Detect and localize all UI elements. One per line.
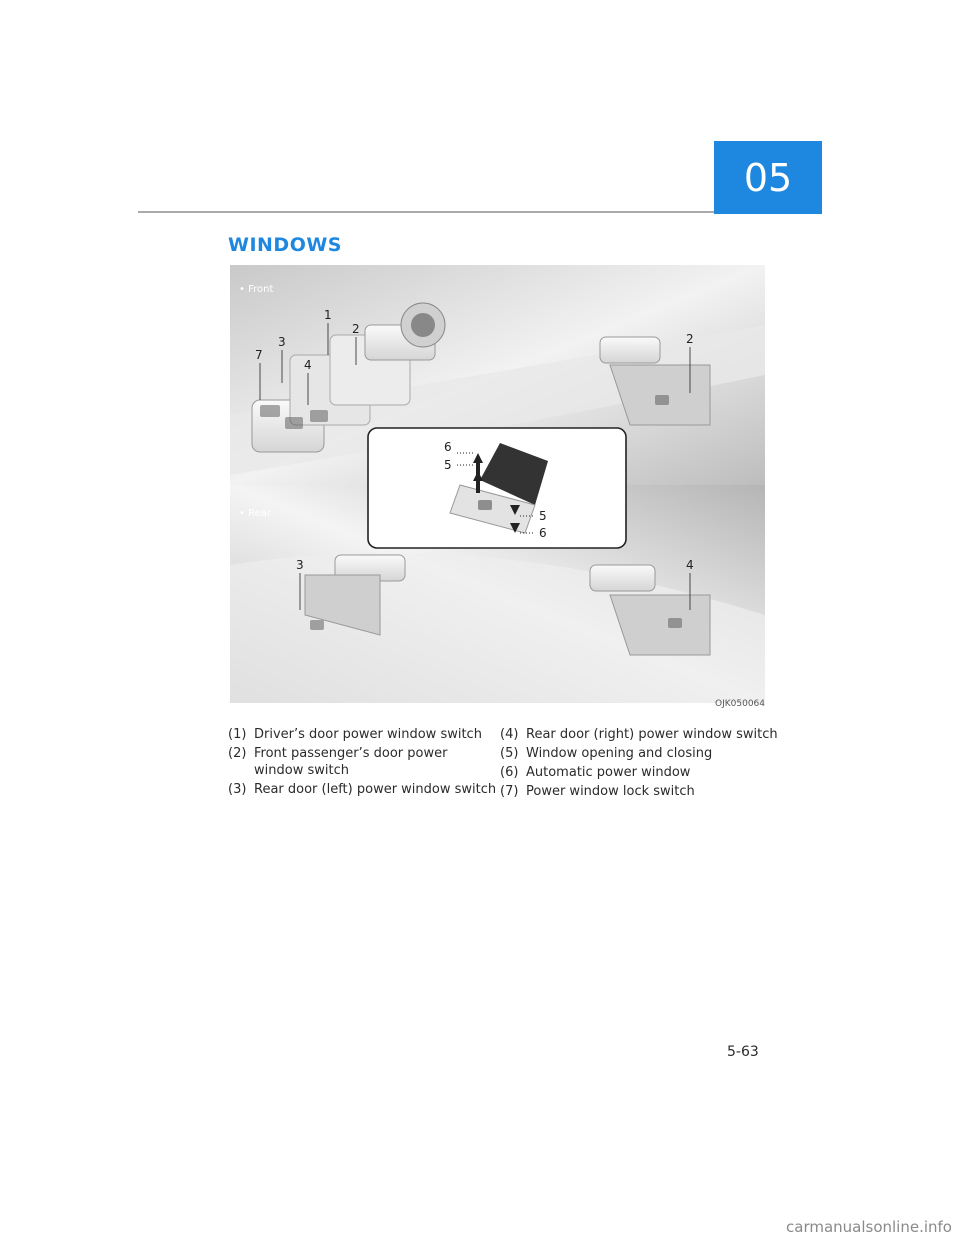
rear-label: • Rear [239, 508, 271, 519]
list-item: (6) Automatic power window [500, 765, 691, 780]
page-number: 5-63 [727, 1044, 759, 1060]
window-switch-figure [230, 265, 765, 703]
list-item: (4) Rear door (right) power window switch [500, 727, 778, 742]
watermark: carmanualsonline.info [786, 1218, 952, 1236]
section-title: WINDOWS [228, 234, 342, 256]
legend-list-right [500, 726, 780, 802]
front-label: • Front [239, 284, 274, 295]
legend-list-left [228, 726, 498, 800]
inset-callout-6-top: 6 [444, 440, 452, 454]
inset-callout-5-bottom: 5 [539, 509, 547, 523]
callout-front-right-2: 2 [686, 332, 694, 346]
list-item: (7) Power window lock switch [500, 784, 695, 799]
callout-2: 2 [352, 322, 360, 336]
header-rule [138, 211, 715, 213]
inset-callout-5-top: 5 [444, 458, 452, 472]
list-item: (5) Window opening and closing [500, 746, 713, 761]
inset-detail-box [368, 428, 626, 548]
callout-3: 3 [278, 335, 286, 349]
chapter-number: 05 [743, 155, 793, 200]
chapter-tab [714, 141, 822, 214]
inset-callout-6-bottom: 6 [539, 526, 547, 540]
callout-1: 1 [324, 308, 332, 322]
callout-rear-4: 4 [686, 558, 694, 572]
list-item: (3) Rear door (left) power window switch [228, 782, 497, 797]
figure-code: OJK050064 [715, 699, 765, 709]
list-item: (2) Front passenger’s door power window switch [228, 746, 448, 778]
figure-illustration [230, 265, 765, 703]
callout-rear-3: 3 [296, 558, 304, 572]
callout-4: 4 [304, 358, 312, 372]
list-item: (1) Driver’s door power window switch [228, 727, 482, 742]
callout-7: 7 [255, 348, 263, 362]
